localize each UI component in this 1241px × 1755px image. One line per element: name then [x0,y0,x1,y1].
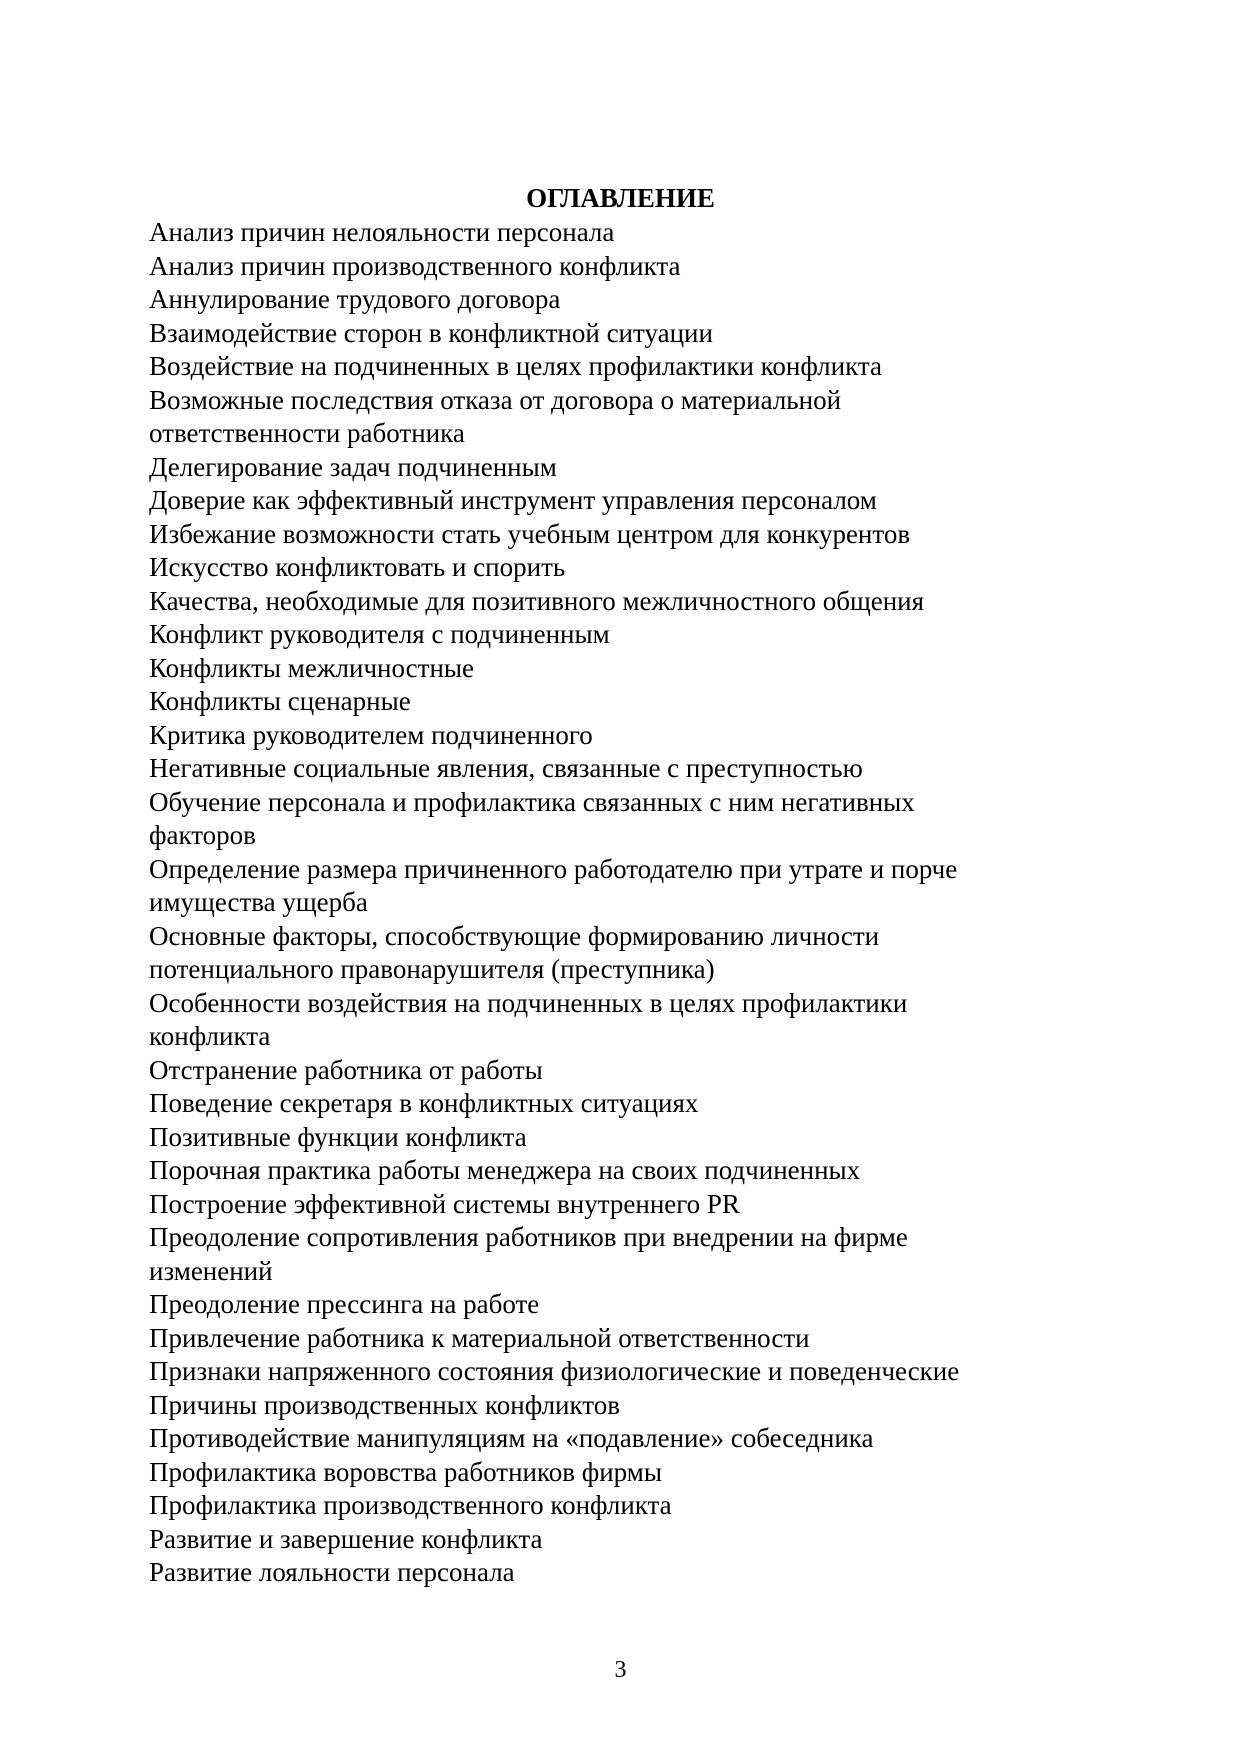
toc-item: Критика руководителем подчиненного [149,719,593,750]
toc-item: Качества, необходимые для позитивного межличностного общения [149,585,925,616]
toc-item: Обучение персонала и профилактика связанных с ним негативных факторов [149,786,915,850]
toc-item: Основные факторы, способствующие формированию личности потенциального правонарушителя (преступника) [149,920,880,984]
toc-item: Привлечение работника к материальной ответственности [149,1322,810,1353]
toc-item: Конфликты межличностные [149,652,475,683]
toc-item: Делегирование задач подчиненным [149,451,557,482]
toc-item: Профилактика воровства работников фирмы [149,1456,662,1487]
toc-item: Поведение секретаря в конфликтных ситуациях [149,1088,699,1118]
toc-item: Признаки напряженного состояния физиологические и поведенческие [149,1356,960,1386]
toc-item: Избежание возможности стать учебным центром для конкурентов [149,518,911,549]
toc-item: Отстранение работника от работы [149,1054,543,1085]
toc-item: Анализ причин нелояльности персонала [149,217,615,247]
toc-item: Определение размера причиненного работодателю при утрате и порче имущества ущерба [149,853,958,917]
toc-item: Порочная практика работы менеджера на своих подчиненных [149,1155,861,1185]
toc-item: Анализ причин производственного конфликта [149,250,681,281]
toc-item: Конфликты сценарные [149,686,411,716]
toc-item: Доверие как эффективный инструмент управления персоналом [149,485,877,515]
toc-item: Преодоление прессинга на работе [149,1289,540,1319]
toc-item: Причины производственных конфликтов [149,1389,620,1420]
toc-item: Искусство конфликтовать и спорить [149,552,566,582]
page-title: ОГЛАВЛЕНИЕ [526,183,715,213]
toc-item: Взаимодействие сторон в конфликтной ситуации [149,317,713,348]
toc-item: Возможные последствия отказа от договора о материальной ответственности работника [149,384,842,448]
toc-item: Негативные социальные явления, связанные с преступностью [149,753,863,783]
toc-item: Преодоление сопротивления работников при внедрении на фирме изменений [149,1222,908,1286]
toc-item: Аннулирование трудового договора [149,284,561,314]
toc-item: Позитивные функции конфликта [149,1121,527,1152]
toc-item: Воздействие на подчиненных в целях профилактики конфликта [149,351,882,381]
toc-list [149,216,1049,1590]
toc-item: Профилактика производственного конфликта [149,1490,672,1520]
page-number: 3 [614,1657,627,1683]
toc-item: Развитие и завершение конфликта [149,1523,543,1554]
toc-item: Особенности воздействия на подчиненных в целях профилактики конфликта [149,987,908,1051]
toc-item: Конфликт руководителя с подчиненным [149,619,610,649]
toc-item: Противодействие манипуляциям на «подавление» собеседника [149,1423,874,1453]
toc-item: Развитие лояльности персонала [149,1557,515,1587]
toc-item: Построение эффективной системы внутреннего PR [149,1188,740,1219]
